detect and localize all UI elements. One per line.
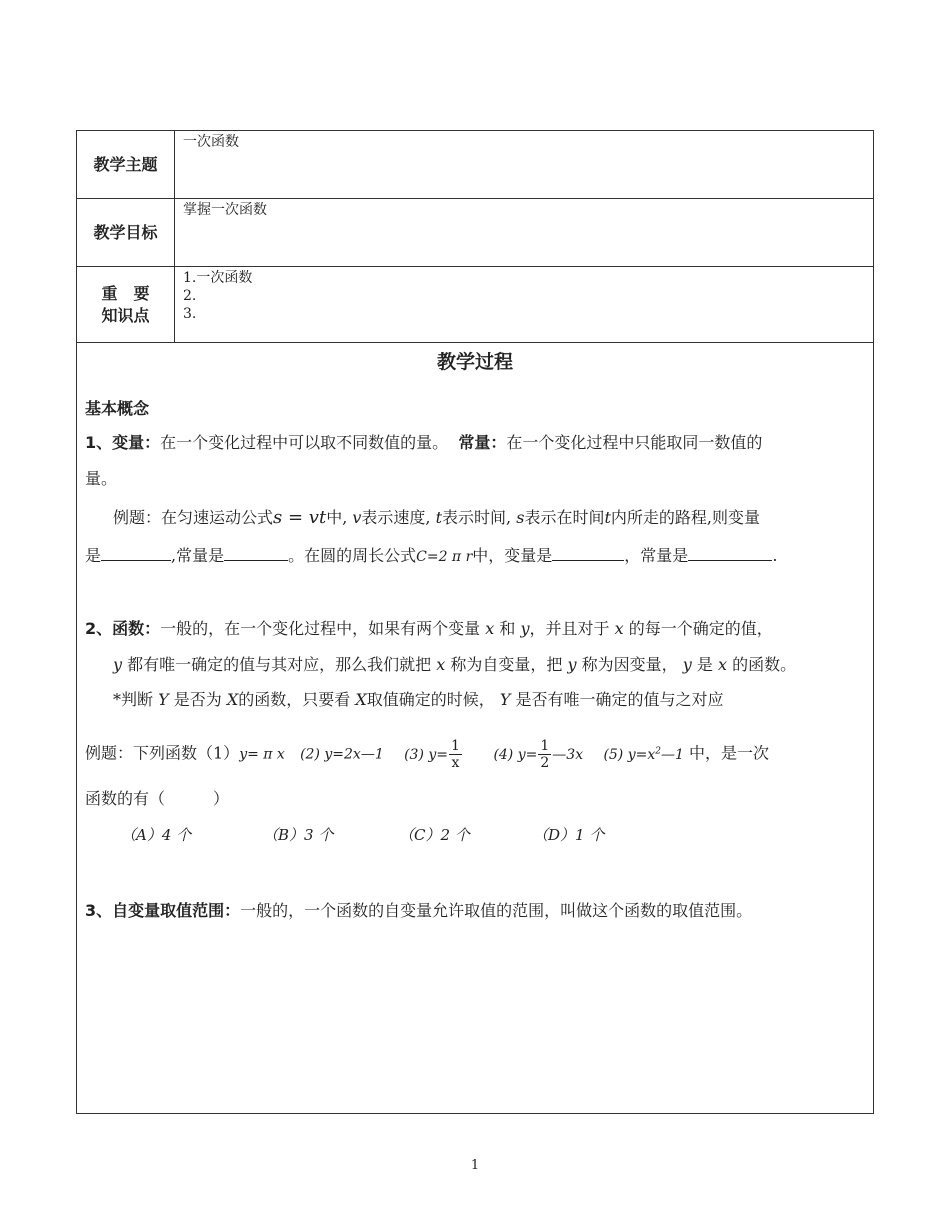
fraction bbox=[449, 738, 462, 771]
key-points-list bbox=[183, 269, 252, 323]
function-definition: 和 bbox=[499, 619, 516, 638]
function-definition: 是 bbox=[696, 655, 713, 674]
topic-label: 教学主题 bbox=[77, 131, 175, 198]
item2-line2 bbox=[113, 653, 865, 677]
example-text: 表示在时间 bbox=[524, 508, 605, 527]
example-text: 中，是一次 bbox=[689, 743, 770, 763]
var-Y: Y bbox=[499, 690, 511, 709]
key-points-label bbox=[77, 267, 175, 342]
item2-line1 bbox=[85, 617, 865, 641]
example-text: ,常量是 bbox=[171, 546, 225, 565]
example-text: 中，变量是 bbox=[472, 546, 553, 565]
answer-blank[interactable] bbox=[688, 546, 772, 561]
item2-example-line bbox=[85, 725, 865, 777]
topic-row bbox=[77, 131, 873, 199]
var-Y: Y bbox=[158, 690, 169, 709]
choice-c: （C）2 个 bbox=[399, 826, 470, 844]
example-text: 例题：在匀速运动公式 bbox=[113, 508, 274, 527]
example-text: 中, bbox=[326, 508, 348, 527]
item1-line1 bbox=[85, 431, 865, 455]
var-x: x bbox=[485, 619, 495, 638]
var-y: y bbox=[682, 655, 692, 674]
function-definition: 一般的，在一个变化过程中，如果有两个变量 bbox=[160, 619, 481, 638]
judge-text: 的函数，只要看 bbox=[238, 690, 351, 709]
var-x: x bbox=[436, 655, 446, 674]
example-text: . bbox=[772, 546, 778, 565]
var-X: X bbox=[355, 690, 367, 709]
item3-line bbox=[85, 899, 865, 923]
answer-blank[interactable] bbox=[552, 546, 624, 561]
circle-formula: C=2 π r bbox=[416, 549, 473, 565]
constant-definition: 在一个变化过程中只能取同一数值的 bbox=[506, 433, 763, 452]
choice-a: （A）4 个 bbox=[121, 826, 192, 844]
key-points-row bbox=[77, 267, 873, 343]
var-y: y bbox=[113, 655, 123, 674]
function-option-2: (2) y=2x—1 bbox=[300, 746, 384, 763]
fraction-numerator: 1 bbox=[540, 738, 550, 755]
page-number: 1 bbox=[470, 1158, 480, 1173]
item3-number: 3、 bbox=[85, 901, 113, 920]
choice-d: （D）1 个 bbox=[533, 826, 605, 844]
var-s: s bbox=[516, 508, 525, 527]
example-text: 表示时间, bbox=[442, 508, 512, 527]
topic-value: 一次函数 bbox=[183, 134, 239, 150]
key-item: 3. bbox=[183, 306, 197, 322]
example-text: 例题：下列函数（1） bbox=[85, 743, 240, 763]
variable-term: 变量： bbox=[112, 433, 161, 452]
var-v: v bbox=[352, 508, 362, 527]
domain-term: 自变量取值范围： bbox=[112, 901, 241, 920]
example-text: 表示速度, bbox=[361, 508, 431, 527]
choices-row bbox=[121, 823, 865, 847]
goal-label: 教学目标 bbox=[77, 199, 175, 266]
section-heading: 基本概念 bbox=[85, 399, 150, 418]
goal-value: 掌握一次函数 bbox=[183, 202, 267, 218]
exponent: 2 bbox=[655, 746, 661, 756]
function-label: —3x bbox=[552, 746, 584, 763]
judge-text: 是否为 bbox=[173, 690, 222, 709]
item1-example-line1 bbox=[113, 506, 865, 530]
fraction-denominator: x bbox=[451, 755, 460, 772]
goal-row bbox=[77, 199, 873, 267]
judge-text: 取值确定的时候， bbox=[366, 690, 495, 709]
function-option-4 bbox=[493, 738, 584, 772]
answer-blank[interactable] bbox=[101, 546, 171, 561]
choice-b: （B）3 个 bbox=[263, 826, 334, 844]
example-text: 内所走的路程,则变量 bbox=[610, 508, 760, 527]
fraction-denominator: 2 bbox=[540, 755, 550, 772]
item2-number: 2、 bbox=[85, 619, 113, 638]
function-definition: 都有唯一确定的值与其对应，那么我们就把 bbox=[127, 655, 432, 674]
function-option-3 bbox=[404, 738, 463, 772]
function-option-5 bbox=[603, 747, 683, 763]
key-label-line2: 知识点 bbox=[101, 305, 150, 325]
judge-line bbox=[113, 688, 865, 712]
function-label: —1 bbox=[661, 746, 684, 763]
example-text: 是 bbox=[85, 546, 102, 565]
fraction bbox=[538, 738, 551, 771]
constant-term: 常量： bbox=[458, 433, 507, 452]
function-label: (3) y= bbox=[404, 746, 448, 763]
lesson-plan-table bbox=[76, 130, 874, 1114]
var-y: y bbox=[567, 655, 577, 674]
function-definition: 称为自变量，把 bbox=[450, 655, 563, 674]
key-label-line1: 重 要 bbox=[101, 283, 150, 303]
variable-definition: 在一个变化过程中可以取不同数值的量。 bbox=[160, 433, 449, 452]
var-y: y bbox=[520, 619, 530, 638]
function-definition: ，并且对于 bbox=[529, 619, 610, 638]
function-label: (5) y=x bbox=[603, 746, 656, 763]
var-t: t bbox=[435, 508, 443, 527]
var-X: X bbox=[226, 690, 239, 709]
item1-number: 1、 bbox=[85, 433, 113, 452]
var-x: x bbox=[614, 619, 624, 638]
judge-text: *判断 bbox=[113, 690, 154, 709]
judge-text: 是否有唯一确定的值与之对应 bbox=[515, 690, 724, 709]
function-term: 函数： bbox=[112, 619, 161, 638]
var-x: x bbox=[717, 655, 728, 674]
key-item: 2. bbox=[183, 288, 197, 304]
answer-blank[interactable] bbox=[224, 546, 288, 561]
function-option-1: y= π x bbox=[239, 746, 285, 763]
fraction-numerator: 1 bbox=[451, 738, 460, 755]
key-item: 1.一次函数 bbox=[183, 270, 253, 286]
function-definition: 的每一个确定的值， bbox=[628, 619, 773, 638]
domain-definition: 一般的，一个函数的自变量允许取值的范围，叫做这个函数的取值范围。 bbox=[240, 901, 753, 920]
item1-line2: 量。 bbox=[85, 469, 118, 488]
motion-formula: s = vt bbox=[273, 507, 327, 528]
item2-example-wrap: 函数的有（ ） bbox=[85, 789, 230, 808]
function-label: (4) y= bbox=[493, 746, 538, 763]
process-title: 教学过程 bbox=[436, 351, 513, 373]
example-text: 。在圆的周长公式 bbox=[288, 546, 417, 565]
example-text: ，常量是 bbox=[624, 546, 689, 565]
var-t: t bbox=[604, 508, 611, 527]
function-definition: 的函数。 bbox=[732, 655, 797, 674]
function-definition: 称为因变量， bbox=[581, 655, 678, 674]
item1-example-line2 bbox=[85, 544, 865, 569]
